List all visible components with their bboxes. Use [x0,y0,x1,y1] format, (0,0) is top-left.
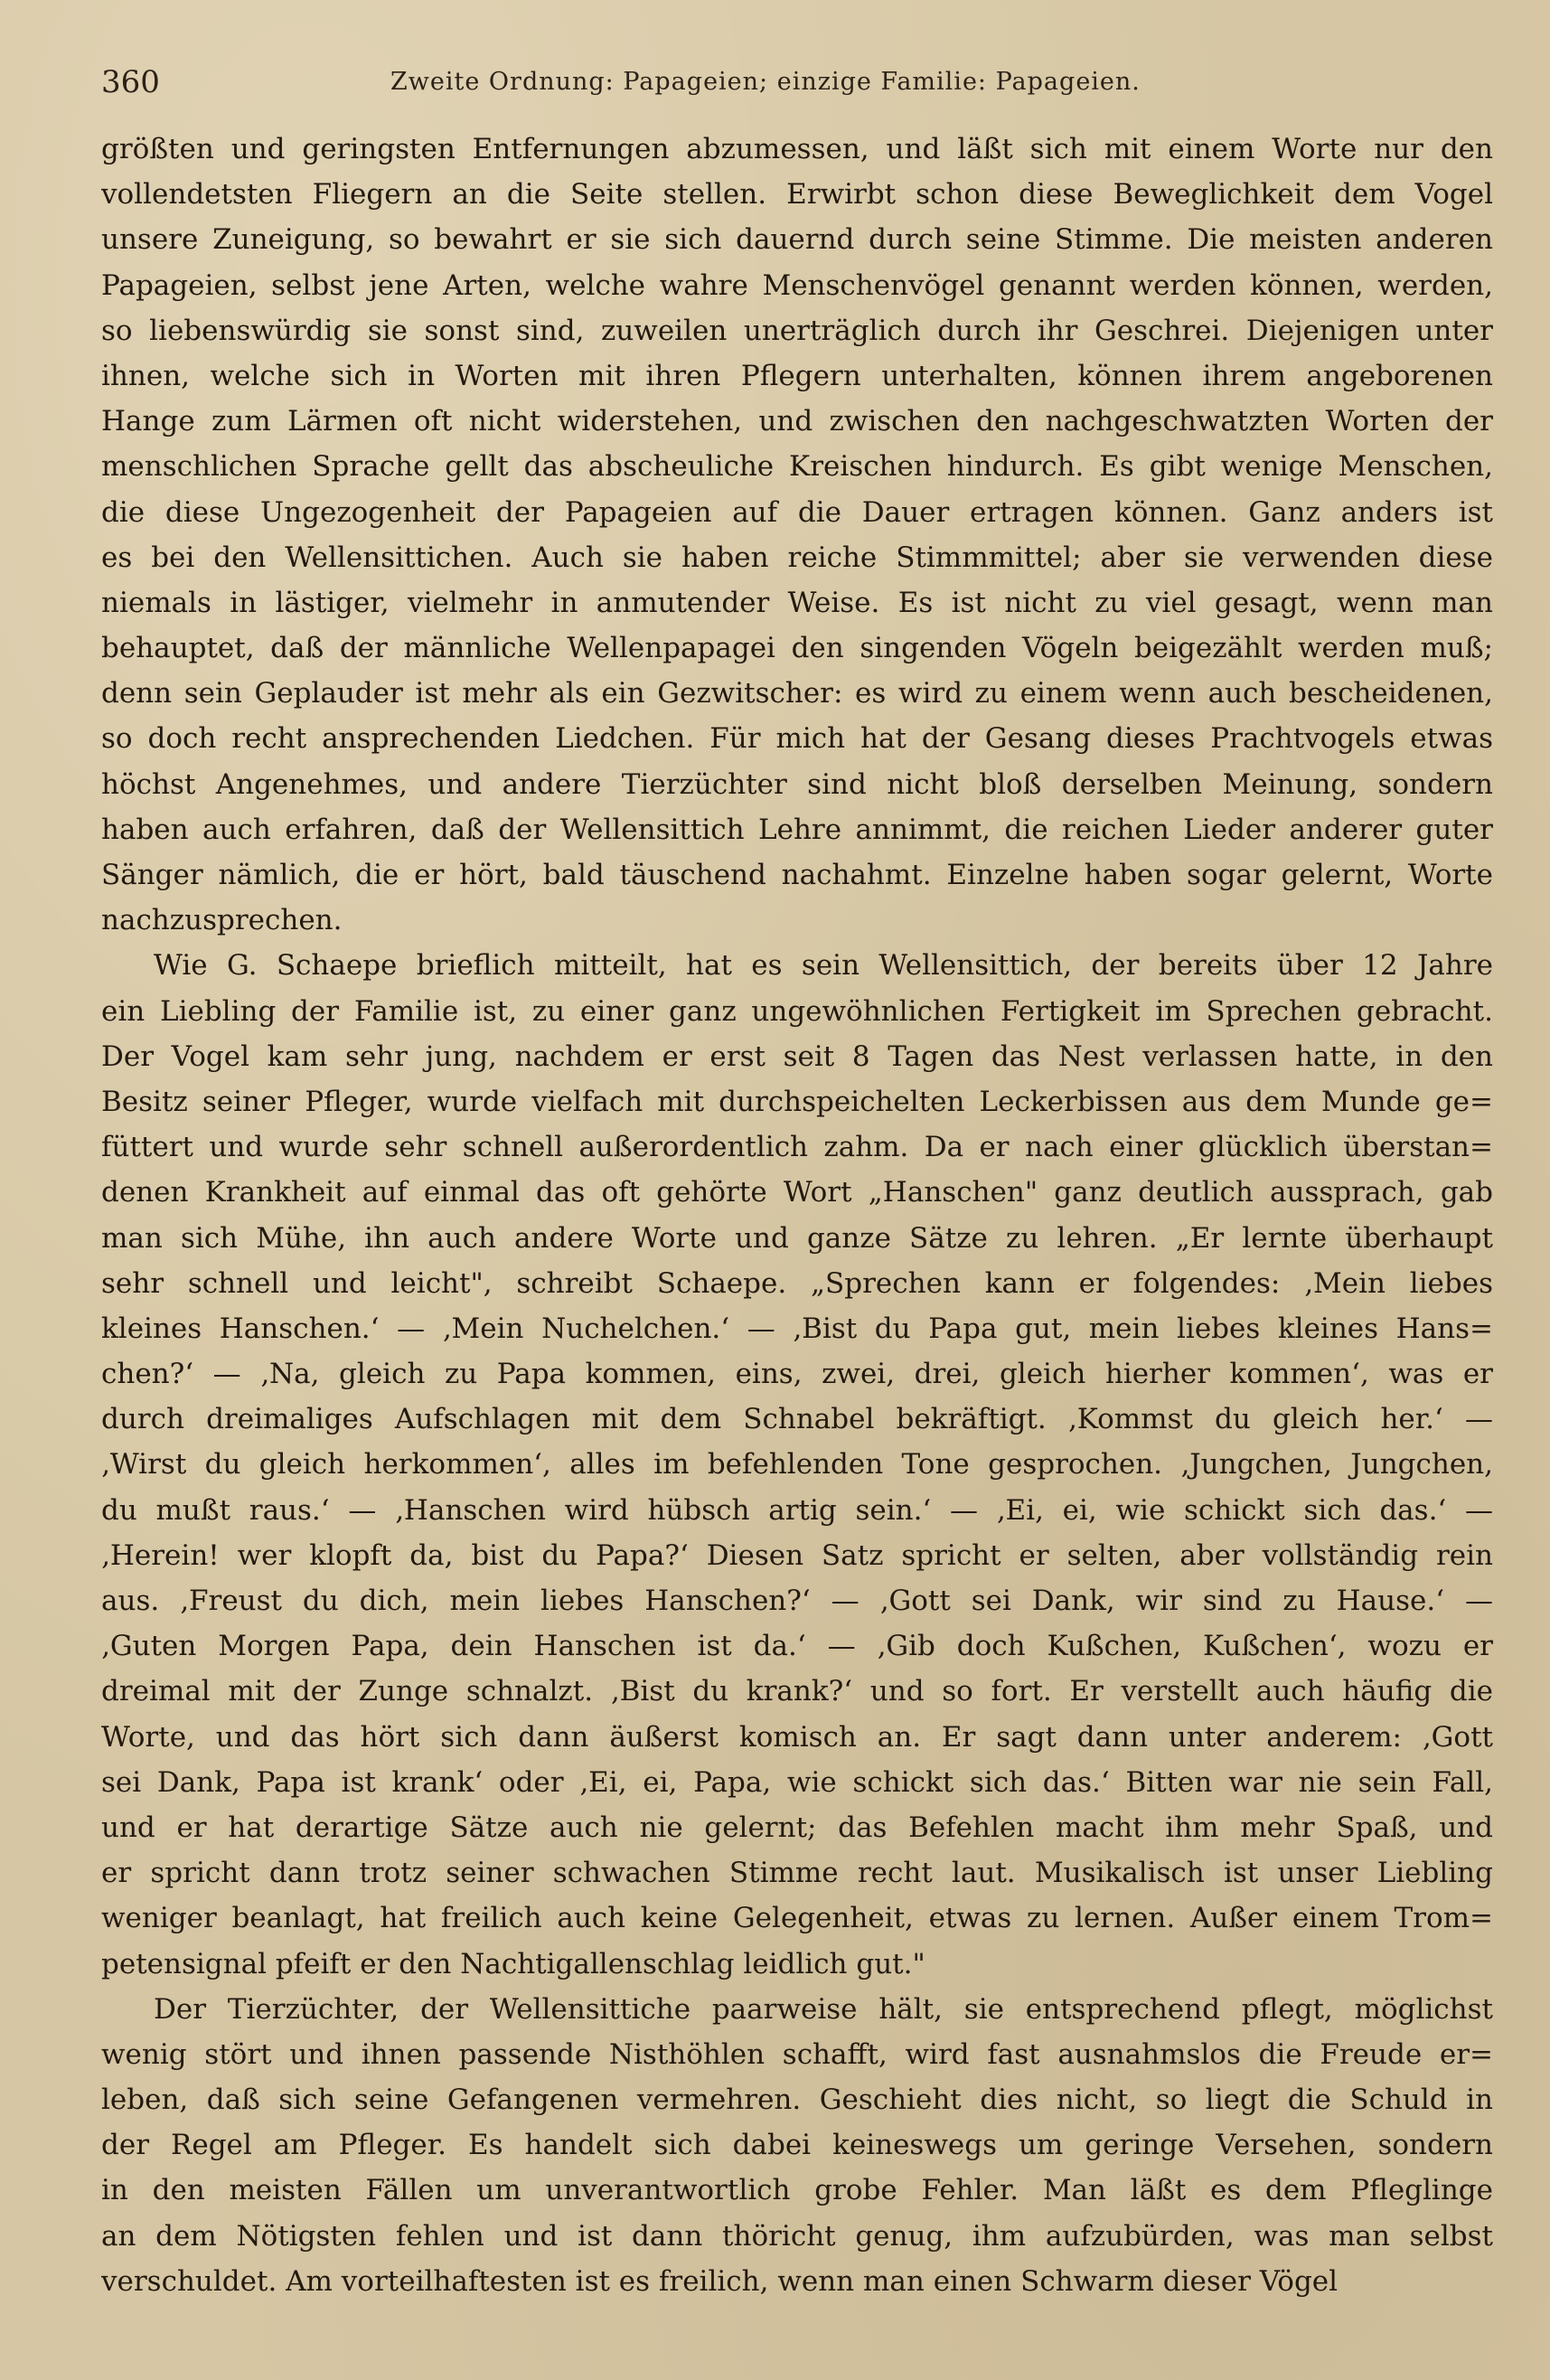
text-line: vollendetsten Fliegern an die Seite stellen. Erwirbt schon diese Beweglichkeit dem Vogel [101,178,1493,212]
text-line: unsere Zuneigung, so bewahrt er sie sich dauernd durch seine Stimme. Die meisten anderen [101,223,1493,257]
text-line: weniger beanlagt, hat freilich auch keine Gelegenheit, etwas zu lernen. Außer einem Trom= [101,1902,1493,1935]
text-line: ‚Wirst du gleich herkommen‘, alles im befehlenden Tone gesprochen. ‚Jungchen, Jungchen, [101,1448,1493,1482]
text-line: Der Vogel kam sehr jung, nachdem er erst seit 8 Tagen das Nest verlassen hatte, in den [101,1039,1493,1073]
text-line: ‚Guten Morgen Papa, dein Hanschen ist da.‘ — ‚Gib doch Kußchen, Kußchen‘, wozu er [101,1630,1493,1663]
text-line: leben, daß sich seine Gefangenen vermehren. Geschieht dies nicht, so liegt die Schuld in [101,2084,1493,2117]
text-line: Besitz seiner Pfleger, wurde vielfach mit durchspeichelten Leckerbissen aus dem Munde ge= [101,1085,1493,1118]
paragraph [101,127,1493,943]
running-title: Zweite Ordnung: Papageien; einzige Familie: Papageien. [390,68,1141,96]
text-line: an dem Nötigsten fehlen und ist dann thöricht genug, ihm aufzubürden, was man selbst [101,2219,1493,2253]
text-line: wenig stört und ihnen passende Nisthöhlen schafft, wird fast ausnahmslos die Freude er= [101,2037,1493,2071]
text-line: Sänger nämlich, die er hört, bald täuschend nachahmt. Einzelne haben sogar gelernt, Worte [101,859,1493,891]
page-header [101,60,1493,105]
text-line: menschlichen Sprache gellt das abscheuliche Kreischen hindurch. Es gibt wenige Menschen, [101,450,1493,484]
text-line: du mußt raus.‘ — ‚Hanschen wird hübsch artig sein.‘ — ‚Ei, ei, wie schickt sich das.‘ — [101,1493,1493,1527]
paragraph [101,943,1493,1986]
text-line: größten und geringsten Entfernungen abzumessen, und läßt sich mit einem Worte nur den [101,133,1493,165]
text-line: verschuldet. Am vorteilhaftesten ist es freilich, wenn man einen Schwarm dieser Vögel [101,2264,1339,2298]
text-line: es bei den Wellensittichen. Auch sie haben reiche Stimmmittel; aber sie verwenden diese [101,541,1493,574]
text-line: ‚Herein! wer klopft da, bist du Papa?‘ Diesen Satz spricht er selten, aber vollständig rein [101,1538,1493,1572]
text-line: und er hat derartige Sätze auch nie gelernt; das Befehlen macht ihm mehr Spaß, und [101,1811,1493,1844]
paragraph [101,1987,1493,2304]
text-line: aus. ‚Freust du dich, mein liebes Hanschen?‘ — ‚Gott sei Dank, wir sind zu Hause.‘ — [101,1585,1493,1617]
text-line: Papageien, selbst jene Arten, welche wahre Menschenvögel genannt werden können, werden, [101,268,1493,302]
text-line: die diese Ungezogenheit der Papageien auf die Dauer ertragen können. Ganz anders ist [101,495,1493,529]
text-line: nachzusprechen. [101,904,343,937]
text-line: chen?‘ — ‚Na, gleich zu Papa kommen, eins, zwei, drei, gleich hierher kommen‘, was er [101,1358,1493,1391]
text-line: haben auch erfahren, daß der Wellensittich Lehre annimmt, die reichen Lieder anderer guter [101,813,1493,846]
text-line: man sich Mühe, ihn auch andere Worte und ganze Sätze zu lehren. „Er lernte überhaupt [101,1221,1493,1255]
text-line: der Regel am Pfleger. Es handelt sich dabei keineswegs um geringe Versehen, sondern [101,2129,1493,2162]
text-line: er spricht dann trotz seiner schwachen Stimme recht laut. Musikalisch ist unser Liebling [101,1857,1493,1890]
text-line: Worte, und das hört sich dann äußerst komisch an. Er sagt dann unter anderem: ‚Gott [101,1720,1493,1754]
text-line: füttert und wurde sehr schnell außerordentlich zahm. Da er nach einer glücklich überstan= [101,1131,1493,1164]
text-line: denn sein Geplauder ist mehr als ein Gezwitscher: es wird zu einem wenn auch bescheidenen, [101,677,1493,710]
text-line: durch dreimaliges Aufschlagen mit dem Schnabel bekräftigt. ‚Kommst du gleich her.‘ — [101,1403,1493,1436]
body-text [101,127,1493,2304]
text-line: Wie G. Schaepe brieflich mitteilt, hat es sein Wellensittich, der bereits über 12 Jahre [154,949,1493,983]
text-line: so doch recht ansprechenden Liedchen. Für mich hat der Gesang dieses Prachtvogels etwas [101,722,1493,756]
page-number: 360 [101,64,160,100]
text-line: Der Tierzüchter, der Wellensittiche paarweise hält, sie entsprechend pflegt, möglichst [154,1992,1493,2026]
text-line: behauptet, daß der männliche Wellenpapagei den singenden Vögeln beigezählt werden muß; [101,632,1493,665]
text-line: ihnen, welche sich in Worten mit ihren Pflegern unterhalten, können ihrem angeborenen [101,359,1493,392]
text-line: Hange zum Lärmen oft nicht widerstehen, und zwischen den nachgeschwatzten Worten der [101,405,1493,438]
text-line: sehr schnell und leicht", schreibt Schaepe. „Sprechen kann er folgendes: ‚Mein liebes [101,1266,1493,1300]
text-line: denen Krankheit auf einmal das oft gehörte Wort „Hanschen" ganz deutlich aussprach, gab [101,1176,1493,1209]
text-line: höchst Angenehmes, und andere Tierzüchter sind nicht bloß derselben Meinung, sondern [101,767,1493,801]
text-line: so liebenswürdig sie sonst sind, zuweilen unerträglich durch ihr Geschrei. Diejenigen unter [101,314,1493,347]
text-line: niemals in lästiger, vielmehr in anmutender Weise. Es ist nicht zu viel gesagt, wenn man [101,586,1493,619]
text-line: petensignal pfeift er den Nachtigallenschlag leidlich gut." [101,1947,925,1980]
text-line: dreimal mit der Zunge schnalzt. ‚Bist du krank?‘ und so fort. Er verstellt auch häufig die [101,1675,1493,1708]
text-line: in den meisten Fällen um unverantwortlich grobe Fehler. Man läßt es dem Pfleglinge [101,2174,1493,2207]
text-line: kleines Hanschen.‘ — ‚Mein Nuchelchen.‘ — ‚Bist du Papa gut, mein liebes kleines Hans= [101,1312,1493,1345]
text-line: sei Dank, Papa ist krank‘ oder ‚Ei, ei, Papa, wie schickt sich das.‘ Bitten war nie sein Fall, [101,1765,1493,1799]
text-line: ein Liebling der Familie ist, zu einer ganz ungewöhnlichen Fertigkeit im Sprechen gebracht. [101,994,1493,1028]
